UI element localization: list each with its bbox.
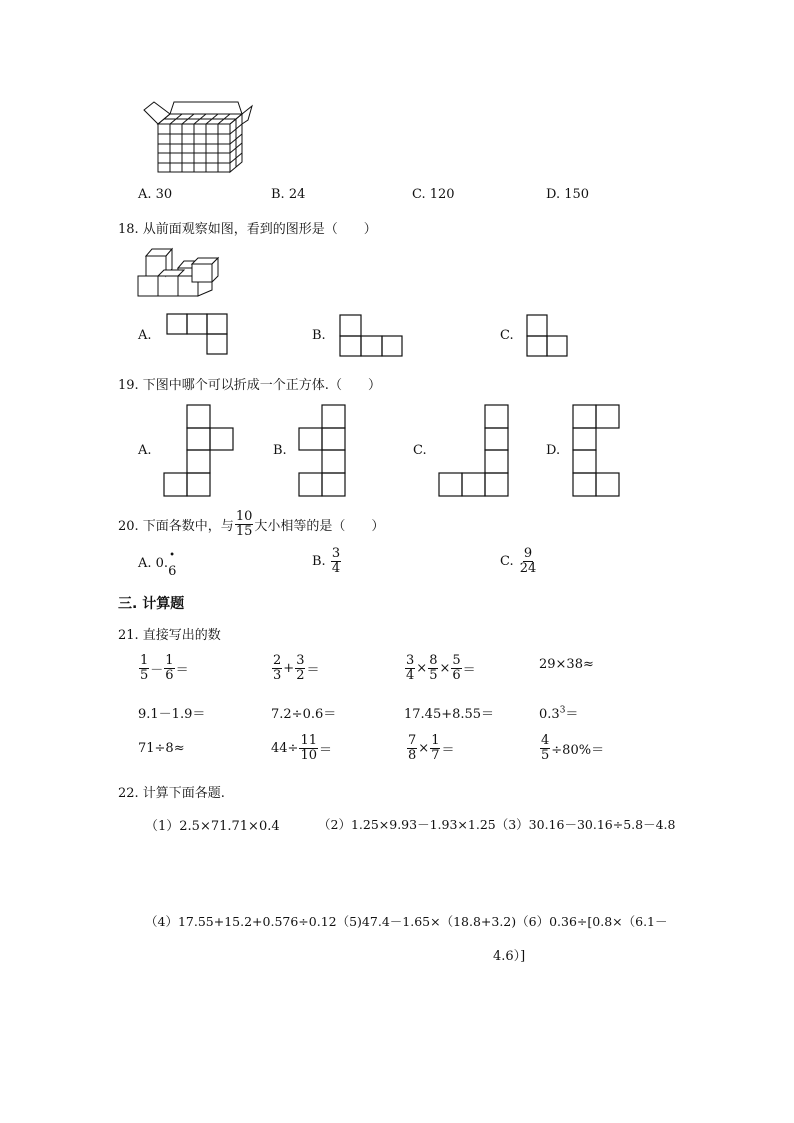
fraction	[451, 654, 461, 683]
frac-den: 10	[300, 748, 317, 763]
q18-label-c[interactable]: C.	[500, 328, 514, 343]
q20-frac-num: 10	[235, 509, 253, 524]
operator: ×	[418, 741, 430, 756]
fraction	[139, 654, 149, 683]
frac-num: 8	[429, 653, 438, 668]
q18-solid-figure	[136, 246, 220, 298]
q21-r3c2	[271, 734, 332, 763]
q20-prefix: 20. 下面各数中，与	[118, 519, 234, 534]
frac-num: 3	[331, 546, 341, 561]
q18-label-b[interactable]: B.	[312, 328, 326, 343]
frac-den: 8	[408, 748, 417, 763]
q20-option-a[interactable]	[138, 550, 177, 579]
q20-frac-den: 15	[235, 524, 253, 539]
q21-r3c4	[539, 734, 604, 763]
frac-den: 5	[541, 748, 550, 763]
frac-num: 5	[452, 653, 461, 668]
frac-den: 6	[452, 668, 461, 683]
fraction	[540, 734, 550, 763]
q19-label-d[interactable]: D.	[546, 443, 561, 458]
q20-opt-c-fraction	[519, 547, 538, 576]
q18-shape-c[interactable]	[526, 314, 570, 358]
frac-num: 1	[165, 653, 174, 668]
frac-num: 1	[431, 733, 440, 748]
frac-num: 2	[273, 653, 282, 668]
frac-den: 4	[331, 561, 341, 576]
q20-option-b[interactable]	[312, 547, 342, 576]
frac-den: 2	[296, 668, 305, 683]
equals: ＝	[565, 707, 579, 722]
q20-opt-a-digit: 6	[168, 564, 177, 579]
q20-opt-b-fraction	[331, 547, 341, 576]
fraction	[428, 654, 438, 683]
q22-problem-4-6: （4）17.55+15.2+0.576÷0.12（5)47.4－1.65×（18.8+3.2)（6）0.36÷[0.8×（6.1－	[145, 914, 668, 929]
operator: ×	[439, 661, 451, 676]
q21-r3c3	[406, 734, 454, 763]
q18-shape-a[interactable]	[166, 313, 230, 357]
q22-title: 22. 计算下面各题.	[118, 786, 225, 801]
frac-num: 1	[140, 653, 149, 668]
q20-suffix: 大小相等的是（ ）	[254, 519, 385, 534]
q22-problem-2-3: （2）1.25×9.93－1.93×1.25（3）30.16－30.16÷5.8－4.8	[318, 817, 676, 832]
exponent: 3	[559, 705, 566, 716]
q18-question: 18. 从前面观察如图，看到的图形是（ ）	[118, 222, 377, 237]
q19-question: 19. 下图中哪个可以折成一个正方体.（ ）	[118, 378, 381, 393]
q20-opt-c-label: C.	[500, 554, 514, 569]
q20-opt-b-label: B.	[312, 554, 326, 569]
q18-label-a[interactable]: A.	[138, 328, 152, 343]
operator: +	[283, 661, 295, 676]
frac-den: 5	[140, 668, 149, 683]
q21-r2c2: 7.2÷0.6＝	[271, 707, 337, 722]
fraction	[405, 654, 415, 683]
fraction	[299, 734, 318, 763]
base: 0.3	[539, 707, 560, 722]
equals: ＝	[306, 663, 320, 678]
repeating-dot: •	[169, 550, 175, 561]
q18-shape-b[interactable]	[339, 314, 405, 358]
operator: －	[150, 663, 164, 678]
q22-problem-6-cont: 4.6）]	[493, 949, 526, 964]
q17-option-d[interactable]: D. 150	[546, 187, 590, 202]
q19-label-a[interactable]: A.	[138, 443, 152, 458]
frac-num: 11	[300, 733, 317, 748]
frac-den: 4	[406, 668, 415, 683]
q19-label-b[interactable]: B.	[273, 443, 287, 458]
fraction	[272, 654, 282, 683]
frac-den: 6	[165, 668, 174, 683]
q20-fraction	[235, 510, 254, 539]
fraction	[295, 654, 305, 683]
q20-opt-a-label: A. 0.	[138, 556, 169, 571]
q19-net-a[interactable]	[163, 404, 235, 498]
q21-r2c4	[539, 703, 578, 722]
frac-num: 4	[541, 733, 550, 748]
fraction	[164, 654, 174, 683]
equals: ＝	[441, 743, 455, 758]
frac-num: 3	[406, 653, 415, 668]
frac-num: 7	[408, 733, 417, 748]
q21-r2c1: 9.1－1.9＝	[138, 707, 206, 722]
q21-r2c3: 17.45+8.55＝	[404, 707, 495, 722]
q19-net-b[interactable]	[298, 404, 348, 498]
fraction	[430, 734, 440, 763]
equals: ＝	[175, 663, 189, 678]
q22-problem-1: （1）2.5×71.71×0.4	[145, 819, 280, 834]
frac-den: 7	[431, 748, 440, 763]
equals: ＝	[462, 663, 476, 678]
frac-den: 5	[429, 668, 438, 683]
equals: ＝	[318, 743, 332, 758]
q17-option-a[interactable]: A. 30	[138, 187, 173, 202]
q17-option-c[interactable]: C. 120	[412, 187, 455, 202]
q19-label-c[interactable]: C.	[413, 443, 427, 458]
q21-r1c1	[138, 654, 189, 683]
frac-den: 3	[273, 668, 282, 683]
section-title: 三. 计算题	[118, 596, 185, 612]
q19-net-d[interactable]	[572, 404, 622, 498]
fraction	[407, 734, 417, 763]
q20-question	[118, 510, 384, 539]
q17-option-b[interactable]: B. 24	[271, 187, 306, 202]
q21-r1c2	[271, 654, 319, 683]
operator: ×	[416, 661, 428, 676]
q21-r3c1: 71÷8≈	[138, 741, 185, 756]
cube-box-figure	[140, 96, 255, 178]
suffix: ÷80%＝	[551, 743, 605, 758]
prefix: 44÷	[271, 741, 299, 756]
frac-num: 3	[296, 653, 305, 668]
q19-net-c[interactable]	[438, 404, 510, 498]
frac-den: 24	[519, 561, 537, 576]
q21-title: 21. 直接写出的数	[118, 628, 221, 643]
q20-option-c[interactable]	[500, 547, 538, 576]
frac-num: 9	[523, 546, 533, 561]
q21-r1c3	[404, 654, 476, 683]
q21-r1c4: 29×38≈	[539, 657, 594, 672]
